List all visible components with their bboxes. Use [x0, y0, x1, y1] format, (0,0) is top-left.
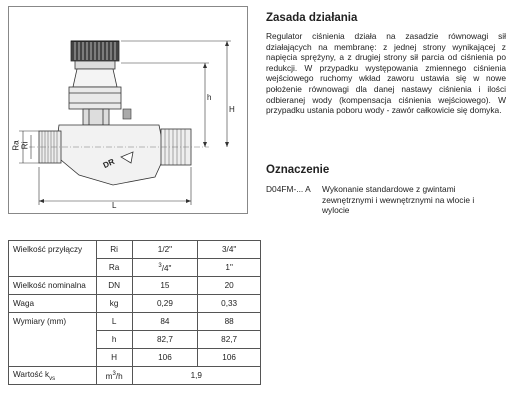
table-cell-value: 1" [198, 259, 261, 277]
table-row [9, 313, 261, 331]
table-cell-symbol: h [96, 331, 132, 349]
table-cell-value: 1,9 [132, 367, 260, 385]
table-cell-label [9, 367, 97, 385]
table-cell-symbol: Ra [96, 259, 132, 277]
table-row [9, 295, 261, 313]
table-cell-value: 82,7 [132, 331, 198, 349]
dim-label-ra: Ra [11, 140, 21, 151]
valve-drawing-svg [9, 7, 249, 215]
table-cell-value: 1/2" [132, 241, 198, 259]
valve-drawing [8, 6, 248, 214]
spring-housing [69, 69, 121, 109]
table-cell-symbol: H [96, 349, 132, 367]
table-row [9, 277, 261, 295]
bonnet-nut [83, 109, 109, 125]
table-cell-label [9, 331, 97, 349]
kvs-subscript: vs [49, 375, 56, 382]
table-row [9, 241, 261, 259]
table-cell-label: Wielkość przyłączy [9, 241, 97, 259]
table-cell-value: 0,29 [132, 295, 198, 313]
table-cell-symbol [96, 367, 132, 385]
dim-label-h-small: h [207, 93, 212, 102]
dim-label-ri: Ri [20, 141, 30, 150]
table-row [9, 367, 261, 385]
table-row [9, 331, 261, 349]
oznaczenie-title: Oznaczenie [266, 164, 330, 176]
zasada-title: Zasada działania [266, 12, 358, 24]
table-cell-value: 84 [132, 313, 198, 331]
unit-rest: /h [115, 371, 123, 381]
unit-sup: 3 [112, 370, 116, 377]
table-cell-label: Wielkość nominalna [9, 277, 97, 295]
table-cell-label [9, 349, 97, 367]
fraction-numerator: 3 [158, 262, 162, 269]
table-cell-value: 20 [198, 277, 261, 295]
table-cell-label: Wymiary (mm) [9, 313, 97, 331]
table-cell-value: 88 [198, 313, 261, 331]
zasada-paragraph: Regulator ciśnienia działa na zasadzie równowagi sił działających na membranę: z jednej strony wynikającej z napięcia sprężyny, a z drugiej strony sił parcia od ciśnienia po redukcji. W przypadku występowania zmiennego ciśnienia wejściowego ruchomy wkład zaworu ustawia się w nowe położenie równowagi dla danej nastawy ciśnienia i ilości odbieranej wody (kompensacja ciśnienia wejściowego). W przypadku ustania poboru wody - zawór całkowicie się domyka. [266, 31, 506, 116]
unit-main: m [105, 371, 113, 381]
valve-body [39, 125, 191, 185]
gauge-plug [123, 109, 131, 119]
table-cell-value: 106 [132, 349, 198, 367]
adjustment-knob [71, 41, 119, 69]
table-cell-value: 0,33 [198, 295, 261, 313]
table-cell-value: 106 [198, 349, 261, 367]
table-cell-value [132, 259, 198, 277]
table-cell-value: 82,7 [198, 331, 261, 349]
table-cell-symbol: Ri [96, 241, 132, 259]
oznaczenie-description: Wykonanie standardowe z gwintami zewnętrznymi i wewnętrznymi na wlocie i wylocie [322, 184, 475, 216]
dim-label-l: L [112, 201, 117, 210]
table-row [9, 349, 261, 367]
table-row [9, 259, 261, 277]
kvs-label: Wartość k [13, 369, 50, 379]
body-mark: DR [101, 156, 116, 171]
table-cell-symbol: DN [96, 277, 132, 295]
oznaczenie-code: D04FM-... A [266, 184, 311, 194]
table-cell-value: 15 [132, 277, 198, 295]
table-cell-value: 3/4" [198, 241, 261, 259]
table-cell-label: Waga [9, 295, 97, 313]
dim-label-h-large: H [229, 105, 235, 114]
spec-table [8, 240, 261, 385]
fraction-rest: /4" [161, 263, 172, 273]
table-cell-symbol: kg [96, 295, 132, 313]
table-cell-label [9, 259, 97, 277]
table-cell-symbol: L [96, 313, 132, 331]
